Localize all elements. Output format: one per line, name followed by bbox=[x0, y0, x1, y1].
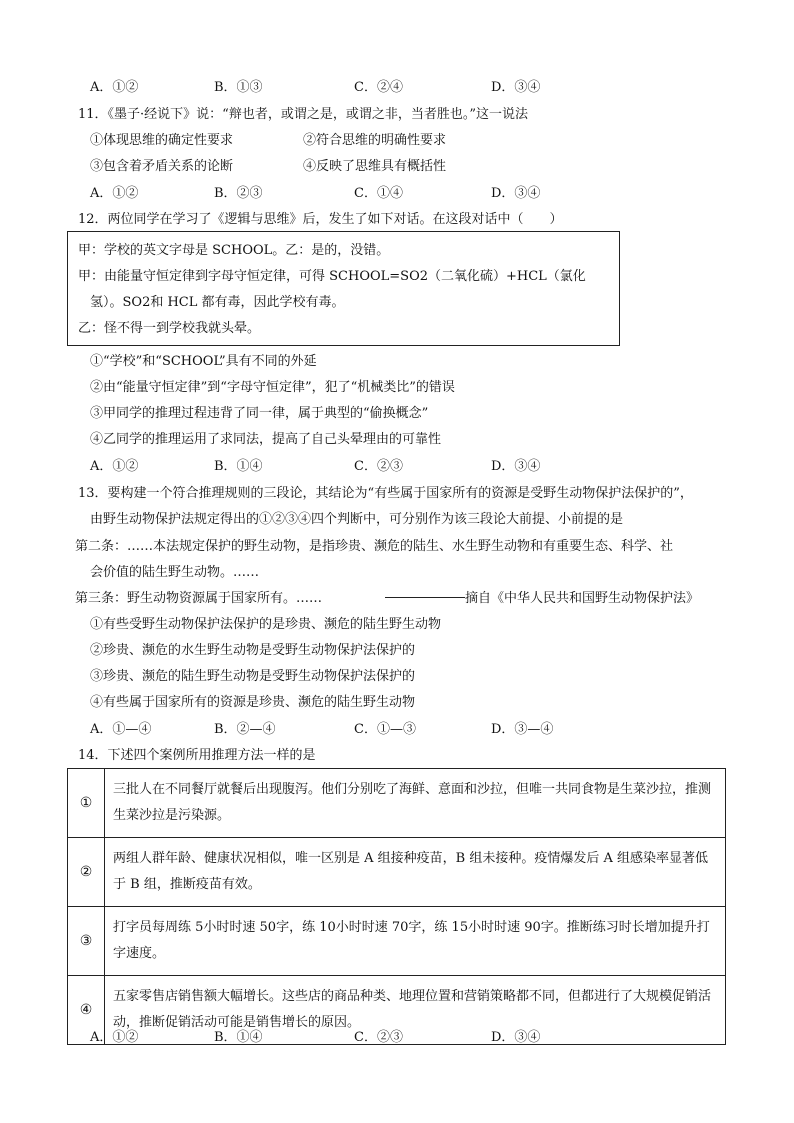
q14-case-row bbox=[68, 907, 726, 976]
q13-item-3: ③珍贵、濒危的陆生野生动物是受野生动物保护法保护的 bbox=[90, 669, 416, 684]
q12-dialogue-box bbox=[67, 231, 620, 346]
q13-option-c[interactable]: C．①—③ bbox=[354, 722, 416, 737]
q12-item-2: ②由“能量守恒定律”到“字母守恒定律”，犯了“机械类比”的错误 bbox=[90, 380, 455, 395]
q10-option-a[interactable]: A．①② bbox=[90, 80, 139, 95]
q12-stem: 12．两位同学在学习了《逻辑与思维》后，发生了如下对话。在这段对话中（ ） bbox=[78, 212, 563, 227]
q12-option-c[interactable]: C．②③ bbox=[354, 459, 403, 474]
q10-option-c[interactable]: C．②④ bbox=[354, 80, 403, 95]
q14-option-b[interactable]: B．①④ bbox=[214, 1030, 263, 1045]
q11-item-3: ③包含着矛盾关系的论断 bbox=[90, 159, 234, 174]
q13-article-2-line-1: 第二条：……本法规定保护的野生动物，是指珍贵、濒危的陆生、水生野生动物和有重要生态、科学、社 bbox=[75, 539, 674, 554]
q13-option-b[interactable]: B．②—④ bbox=[214, 722, 276, 737]
q14-case-3-text: 打字员每周练 5小时时速 50字，练 10小时时速 70字，练 15小时时速 90字。推断练习时长增加提升打字速度。 bbox=[105, 907, 726, 976]
q14-case-row bbox=[68, 769, 726, 838]
q11-option-d[interactable]: D．③④ bbox=[491, 186, 541, 201]
q14-case-1-number: ① bbox=[68, 769, 105, 838]
q11-stem: 11．《墨子·经说下》说：“辩也者，或谓之是，或谓之非，当者胜也。”这一说法 bbox=[78, 107, 528, 122]
q11-option-c[interactable]: C．①④ bbox=[354, 186, 403, 201]
q14-option-a[interactable]: A．①② bbox=[90, 1030, 139, 1045]
q11-option-b[interactable]: B．②③ bbox=[214, 186, 263, 201]
q12-item-1: ①“学校”和“SCHOOL”具有不同的外延 bbox=[90, 354, 317, 369]
q10-option-d[interactable]: D．③④ bbox=[491, 80, 541, 95]
q13-stem-line-1: 13．要构建一个符合推理规则的三段论，其结论为“有些属于国家所有的资源是受野生动物保护法保护的”， bbox=[78, 486, 693, 501]
q11-item-1: ①体现思维的确定性要求 bbox=[90, 133, 234, 148]
q12-option-b[interactable]: B．①④ bbox=[214, 459, 263, 474]
q13-item-1: ①有些受野生动物保护法保护的是珍贵、濒危的陆生野生动物 bbox=[90, 617, 442, 632]
q13-article-2-line-2: 会价值的陆生野生动物。…… bbox=[90, 565, 260, 580]
q13-item-4: ④有些属于国家所有的资源是珍贵、濒危的陆生野生动物 bbox=[90, 695, 416, 710]
q14-case-3-number: ③ bbox=[68, 907, 105, 976]
q13-source-text: 摘自《中华人民共和国野生动物保护法》 bbox=[465, 591, 700, 606]
q12-option-d[interactable]: D．③④ bbox=[491, 459, 541, 474]
q13-option-a[interactable]: A．①—④ bbox=[90, 722, 152, 737]
q12-dialogue-line-3: 氢）。SO2和 HCL 都有毒，因此学校有毒。 bbox=[90, 295, 345, 310]
q12-dialogue-line-1: 甲：学校的英文字母是 SCHOOL。乙：是的，没错。 bbox=[78, 243, 390, 258]
q12-dialogue-line-4: 乙：怪不得一到学校我就头晕。 bbox=[78, 321, 261, 336]
q10-option-b[interactable]: B．①③ bbox=[214, 80, 263, 95]
q14-case-4-number: ④ bbox=[68, 976, 105, 1045]
q14-case-4-text: 五家零售店销售额大幅增长。这些店的商品种类、地理位置和营销策略都不同，但都进行了大规模促销活动，推断促销活动可能是销售增长的原因。 bbox=[105, 976, 726, 1045]
q12-item-3: ③甲同学的推理过程违背了同一律，属于典型的“偷换概念” bbox=[90, 406, 429, 421]
q14-cases-table bbox=[67, 768, 726, 1045]
q12-option-a[interactable]: A．①② bbox=[90, 459, 139, 474]
q14-option-c[interactable]: C．②③ bbox=[354, 1030, 403, 1045]
q11-item-2: ②符合思维的明确性要求 bbox=[303, 133, 447, 148]
q14-case-1-text: 三批人在不同餐厅就餐后出现腹泻。他们分别吃了海鲜、意面和沙拉，但唯一共同食物是生菜沙拉，推测生菜沙拉是污染源。 bbox=[105, 769, 726, 838]
q12-dialogue-line-2: 甲：由能量守恒定律到字母守恒定律，可得 SCHOOL=SO2（二氧化硫）+HCL（氯化 bbox=[78, 269, 586, 284]
q11-item-4: ④反映了思维具有概括性 bbox=[303, 159, 447, 174]
q11-option-a[interactable]: A．①② bbox=[90, 186, 139, 201]
q14-option-d[interactable]: D．③④ bbox=[491, 1030, 541, 1045]
q13-article-3: 第三条：野生动物资源属于国家所有。…… bbox=[75, 591, 323, 606]
q13-item-2: ②珍贵、濒危的水生野生动物是受野生动物保护法保护的 bbox=[90, 643, 416, 658]
q14-stem: 14．下述四个案例所用推理方法一样的是 bbox=[78, 748, 316, 763]
q14-case-2-number: ② bbox=[68, 838, 105, 907]
q13-source bbox=[385, 592, 699, 605]
q12-item-4: ④乙同学的推理运用了求同法，提高了自己头晕理由的可靠性 bbox=[90, 432, 442, 447]
q14-case-2-text: 两组人群年龄、健康状况相似，唯一区别是 A 组接种疫苗，B 组未接种。疫情爆发后 A 组感染率显著低于 B 组，推断疫苗有效。 bbox=[105, 838, 726, 907]
source-dash-rule bbox=[385, 597, 465, 598]
q13-stem-line-2: 由野生动物保护法规定得出的①②③④四个判断中，可分别作为该三段论大前提、小前提的是 bbox=[90, 512, 624, 527]
q13-option-d[interactable]: D．③—④ bbox=[491, 722, 554, 737]
q14-case-row bbox=[68, 838, 726, 907]
